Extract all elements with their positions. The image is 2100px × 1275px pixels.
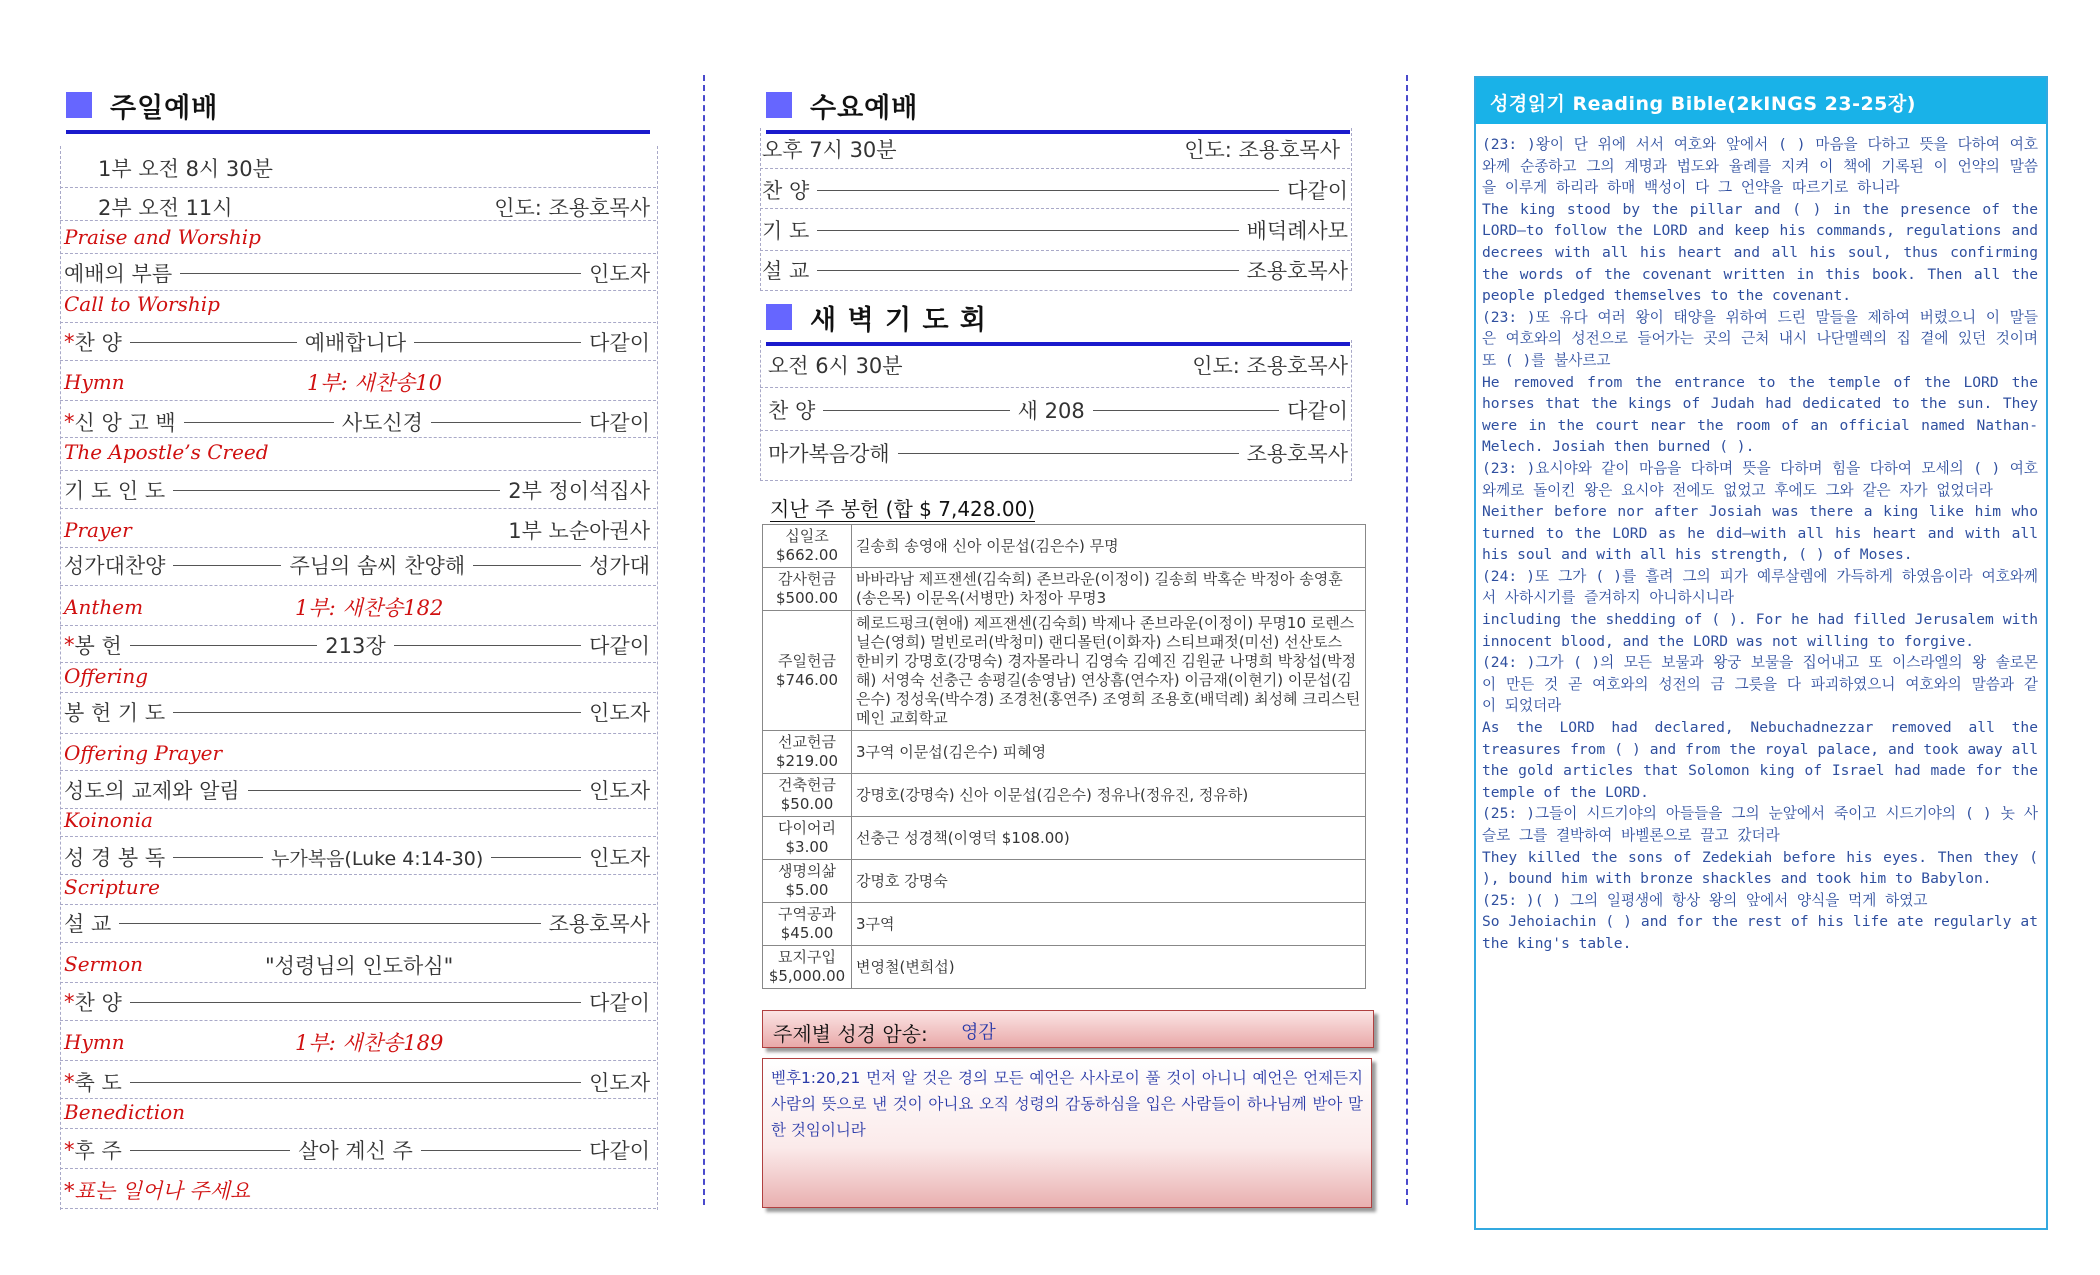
memory-topic: 영감 [961,1022,996,1043]
bible-paragraph: including the shedding of ( ). For he had filled Jerusalem with innocent blood, and the LORD was not willing to forgive. [1482,611,2038,650]
divider [60,547,656,548]
offering-names: 3구역 [852,903,1366,946]
divider [760,387,1350,388]
call-label: Call to Worship [64,292,220,316]
offering-row [763,946,1366,989]
hymn-1: * 찬 양 예배합니다 다같이 [64,330,651,355]
hymn-2: * 찬 양 다같이 [64,990,650,1015]
praise-label: Praise and Worship [64,225,261,249]
offering-amount: $662.00 [775,546,839,564]
bible-reading-title: 성경읽기 Reading Bible(2kINGS 23-25장) [1490,93,1916,115]
offering-row [763,903,1366,946]
offering-row [763,817,1366,860]
prayer: 기 도 인 도 2부 정이석집사 [64,479,650,503]
offering-kind: 구역공과 [778,905,836,923]
footnote: *표는 일어나 주세요 [64,1179,251,1203]
wednesday-time: 오후 7시 30분 인도: 조용호목사 [762,138,1340,162]
bible-paragraph: He removed from the entrance to the temple of the LORD the horses that the kings of Judah had dedicated to the sun. They were in the court near the room of an official named Nathan-Melech. Josiah then burned ( ). [1482,373,2038,456]
divider [60,982,656,983]
anthem-label: Anthem [64,595,144,619]
offering-kind: 다이어리 [778,819,836,837]
offering-kind: 십일조 [785,527,829,545]
offering-row [763,525,1366,568]
koinonia: 성도의 교제와 알림 인도자 [64,779,650,803]
divider [60,1208,656,1209]
offering-names: 선충근 성경책(이영덕 $108.00) [852,817,1366,860]
wednesday-title: 수요예배 [766,84,1350,134]
bible-paragraph: (23: )또 유다 여러 왕이 태양을 위하여 드린 말들을 제하여 버렸으니 이 말들은 여호와의 성전으로 들어가는 곳의 근처 내시 나단멜렉의 집 곁에 있던 것이며 또 ( )를 불사르고 [1482,308,2038,369]
offering-amount: $5.00 [785,881,829,899]
offering-row [763,568,1366,611]
hymn-label: Hymn [64,370,125,394]
offering-kind: 건축헌금 [778,776,836,794]
dawn-time: 오전 6시 30분 인도: 조용호목사 [768,354,1348,378]
bible-paragraph: (23: )요시야와 같이 마음을 다하며 뜻을 다하며 힘을 다하여 모세의 ( ) 여호와께로 돌이킨 왕은 요시야 전에도 없었고 후에도 그와 같은 자가 없었더라 [1482,459,2038,499]
divider [760,208,1350,209]
offering-names: 헤로드펑크(현애) 제프잰센(김숙희) 박제나 존브라운(이정이) 무명10 로렌스닐슨(영희) 멀빈로러(박청미) 랜디몰턴(이화자) 스티브패젓(미선) 선산토스 한비키 강명호(강명숙) 경자몰라니 김영숙 김예진 김원균 나명희 박창섭(박정해) 서영숙 선충근 송평길(송영남) 연상흠(연수자) 이금재(이현기) 이문섭(김은수) 정성욱(박수경) 조경천(홍연주) 조영희 조용호(배덕례) 최성혜 크리스틴메인 교회학교 [852,611,1366,731]
divider [60,1020,656,1021]
offering-amount: $500.00 [775,589,839,607]
anthem: 성가대찬양 주님의 솜씨 찬양해 성가대 [64,554,650,578]
benediction: * 축 도 인도자 [64,1070,650,1095]
divider [760,430,1350,431]
divider [60,1098,656,1099]
offering-kind: 선교헌금 [778,733,836,751]
bible-reading-header [1476,78,2046,124]
offering-kind: 묘지구입 [778,948,836,966]
dawn-title: 새 벽 기 도 회 [766,296,1350,346]
offering-kind: 감사헌금 [778,570,836,588]
offering-names: 3구역 이문섭(김은수) 피혜영 [852,731,1366,774]
offering-amount: $3.00 [785,838,829,856]
memory-verse-box [762,1058,1372,1208]
divider [60,360,656,361]
bible-paragraph: (25: )그들이 시드기야의 아들들을 그의 눈앞에서 죽이고 시드기야의 ( ) 놋 사슬로 그를 결박하여 바벨론으로 끌고 갔더라 [1482,805,2038,844]
offering-amount: $45.00 [780,924,834,942]
benediction-label: Benediction [64,1100,186,1124]
divider [60,187,656,188]
divider [60,692,656,693]
column-divider [1406,75,1408,1205]
bible-paragraph: (23: )왕이 단 위에 서서 여호와 앞에서 ( ) 마음을 다하고 뜻을 다하여 여호와께 순종하고 그의 계명과 법도와 율례를 지켜 이 책에 기록된 이 언약의 말씀을 이루게 하리라 하매 백성이 다 그 언약을 따르기로 하니라 [1482,136,2038,197]
title-rule [66,130,650,134]
sermon-title: "성령님의 인도하심" [265,954,454,978]
offering-row [763,860,1366,903]
bible-paragraph: (24: )또 그가 ( )를 흘려 그의 피가 예루살렘에 가득하게 하였음이라 여호와께서 사하시기를 즐겨하지 아니하시니라 [1482,567,2038,607]
divider [60,770,656,771]
sunday-column [60,0,656,1275]
offering-kind-cell [763,568,852,611]
anthem-note: 1부: 새찬송182 [295,596,444,620]
divider [60,437,656,438]
divider [60,836,656,837]
divider [60,1060,656,1061]
offering-kind-cell [763,525,852,568]
offering-names: 바바라남 제프잰센(김숙희) 존브라운(이정이) 길송희 박혹순 박정아 송영훈(송은목) 이문옥(서병만) 차정아 무명3 [852,568,1366,611]
scripture: 성 경 봉 독 누가복음(Luke 4:14-30) 인도자 [64,846,651,870]
divider [60,625,656,626]
square-icon [66,92,92,118]
postlude: * 후 주 살아 계신 주 다같이 [64,1138,651,1163]
offering-kind-cell [763,774,852,817]
wednesday-sermon: 설 교 조용호목사 [762,259,1348,283]
sunday-title: 주일예배 [66,84,650,134]
offering-row [763,731,1366,774]
dawn-sermon: 마가복음강해 조용호목사 [768,442,1348,466]
hymn-2-note: 1부: 새찬송189 [295,1031,444,1055]
service-2: 2부 오전 11시 인도: 조용호목사 [98,196,650,220]
middle-column [760,0,1380,1275]
offering-names: 길송희 송영애 신아 이문섭(김은수) 무명 [852,525,1366,568]
creed: * 신 앙 고 백 사도신경 다같이 [64,410,650,435]
sermon-label: Sermon [64,952,143,976]
offering-names: 강명호(강명숙) 신아 이문섭(김은수) 정유나(정유진, 정유하) [852,774,1366,817]
offering-kind: 생명의삶 [778,862,836,880]
offering: * 봉 헌 213장 다같이 [64,633,651,658]
memory-verse-text: 벧후1:20,21 먼저 알 것은 경의 모든 예언은 사사로이 풀 것이 아니니 예언은 언제든지 사람의 뜻으로 낸 것이 아니요 오직 성령의 감동하심을 입은 사람들이 하나님께 받아 말한 것임이니라 [771,1069,1363,1139]
divider [60,1128,656,1129]
offering-kind-cell [763,731,852,774]
hymn-2-label: Hymn [64,1030,125,1054]
bible-reading-box [1474,76,2048,1230]
divider [60,220,656,221]
divider [60,470,656,471]
bible-paragraph: Neither before nor after Josiah was there a king like him who turned to the LORD as he did—with all his heart and with all his soul and with all his strength, ( ) of Moses. [1482,503,2038,564]
scripture-label: Scripture [64,875,160,899]
offering-amount: $219.00 [775,752,839,770]
memory-label: 주제별 성경 암송: [773,1022,928,1046]
sermon: 설 교 조용호목사 [64,912,650,936]
memory-verse-header [762,1010,1374,1048]
wednesday-hymn: 찬 양 다같이 [762,179,1348,203]
bible-paragraph: (24: )그가 ( )의 모든 보물과 왕궁 보물을 집어내고 또 이스라엘의 왕 솔로몬이 만든 것 곧 여호와의 성전의 금 그릇을 다 파괴하였으니 여호와의 말씀과 같이 되었더라 [1482,654,2038,715]
offering-kind-cell [763,611,852,731]
bible-paragraph: As the LORD had declared, Nebuchadnezzar removed all the treasures from ( ) and from the royal palace, and took away all the gold articles that Solomon king of Israel had made for the temple of the LORD. [1482,719,2038,801]
offering-names: 강명호 강명숙 [852,860,1366,903]
offering-kind-cell [763,946,852,989]
offering-names: 변영철(변희섭) [852,946,1366,989]
divider [60,904,656,905]
offering-row [763,611,1366,731]
divider [60,508,656,509]
divider [60,662,656,663]
offering-kind-cell [763,817,852,860]
offering-amount: $50.00 [780,795,834,813]
offering-kind: 주일헌금 [778,651,836,670]
divider [60,400,656,401]
bible-paragraph: So Jehoiachin ( ) and for the rest of his life ate regularly at the king's table. [1482,913,2038,952]
square-icon [766,92,792,118]
call-to-worship: 예배의 부름 인도자 [64,262,650,286]
offering-prayer: 봉 헌 기 도 인도자 [64,701,650,725]
divider [760,250,1350,251]
bible-paragraph: The king stood by the pillar and ( ) in the presence of the LORD—to follow the LORD and keep his commands, regulations and decrees with all his heart and all his soul, thus confirming the words of the covenant written in this book. Then all the people pledged themselves to the covenant. [1482,200,2038,305]
wednesday-prayer: 기 도 배덕례사모 [762,219,1348,243]
dawn-hymn: 찬 양 새 208 다같이 [768,399,1348,423]
divider [60,585,656,586]
service-1: 1부 오전 8시 30분 [98,157,273,181]
creed-label: The Apostle’s Creed [64,440,269,464]
prayer-2: Prayer 1부 노순아권사 [64,518,650,543]
divider [60,322,656,323]
bible-reading-text [1482,134,2038,955]
bible-paragraph: (25: )( ) 그의 일평생에 항상 왕의 앞에서 양식을 먹게 하였고 [1482,891,1928,909]
column-divider [703,75,705,1205]
offering-label: Offering [64,664,149,688]
divider [60,253,656,254]
bible-paragraph: They killed the sons of Zedekiah before his eyes. Then they ( ), bound him with bronze shackles and took him to Babylon. [1482,848,2038,888]
divider [760,168,1350,169]
offering-kind-cell [763,860,852,903]
divider [60,1168,656,1169]
offering-row [763,774,1366,817]
divider [60,733,656,734]
koinonia-label: Koinonia [64,808,153,832]
offering-amount: $5,000.00 [768,967,846,985]
offering-prayer-label: Offering Prayer [64,741,223,765]
offering-title: 지난 주 봉헌 (합 $ 7,428.00) [770,497,1036,521]
divider [60,942,656,943]
offering-kind-cell [763,903,852,946]
divider [60,290,656,291]
hymn-note: 1부: 새찬송10 [307,371,442,395]
offering-amount: $746.00 [775,670,839,689]
square-icon [766,304,792,330]
offering-table [762,524,1366,989]
